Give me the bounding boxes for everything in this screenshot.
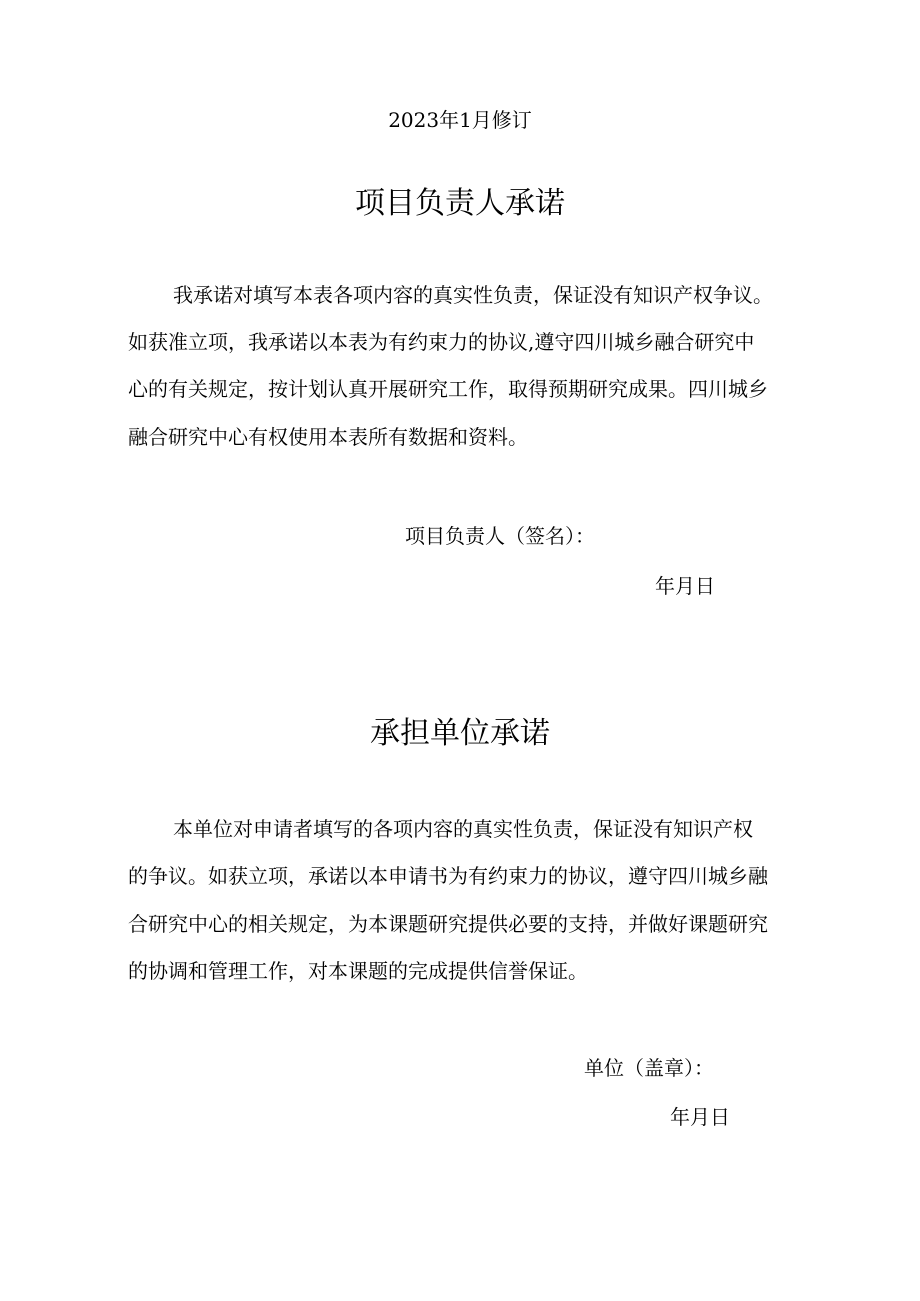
paragraph-line: 的争议。如获立项，承诺以本申请书为有约束力的协议，遵守四川城乡融 bbox=[128, 864, 768, 888]
leader-date-label: 年月日 bbox=[655, 574, 715, 598]
paragraph-line: 合研究中心的相关规定，为本课题研究提供必要的支持，并做好课题研究 bbox=[128, 912, 768, 936]
unit-commitment-title: 承担单位承诺 bbox=[370, 716, 550, 751]
paragraph-line: 如获准立项，我承诺以本表为有约束力的协议,遵守四川城乡融合研究中 bbox=[128, 330, 755, 354]
unit-seal-label: 单位（盖章）： bbox=[584, 1056, 714, 1080]
paragraph-line: 我承诺对填写本表各项内容的真实性负责，保证没有知识产权争议。 bbox=[173, 283, 773, 307]
paragraph-line: 心的有关规定，按计划认真开展研究工作，取得预期研究成果。四川城乡 bbox=[128, 377, 768, 401]
paragraph-line: 的协调和管理工作，对本课题的完成提供信誉保证。 bbox=[128, 959, 588, 983]
revision-note: 2023年1月修订 bbox=[388, 108, 532, 132]
leader-signature-label: 项目负责人（签名）： bbox=[405, 524, 595, 548]
leader-commitment-title: 项目负责人承诺 bbox=[355, 186, 565, 221]
paragraph-line: 融合研究中心有权使用本表所有数据和资料。 bbox=[128, 425, 528, 449]
unit-date-label: 年月日 bbox=[670, 1105, 730, 1129]
paragraph-line: 本单位对申请者填写的各项内容的真实性负责，保证没有知识产权 bbox=[173, 817, 753, 841]
